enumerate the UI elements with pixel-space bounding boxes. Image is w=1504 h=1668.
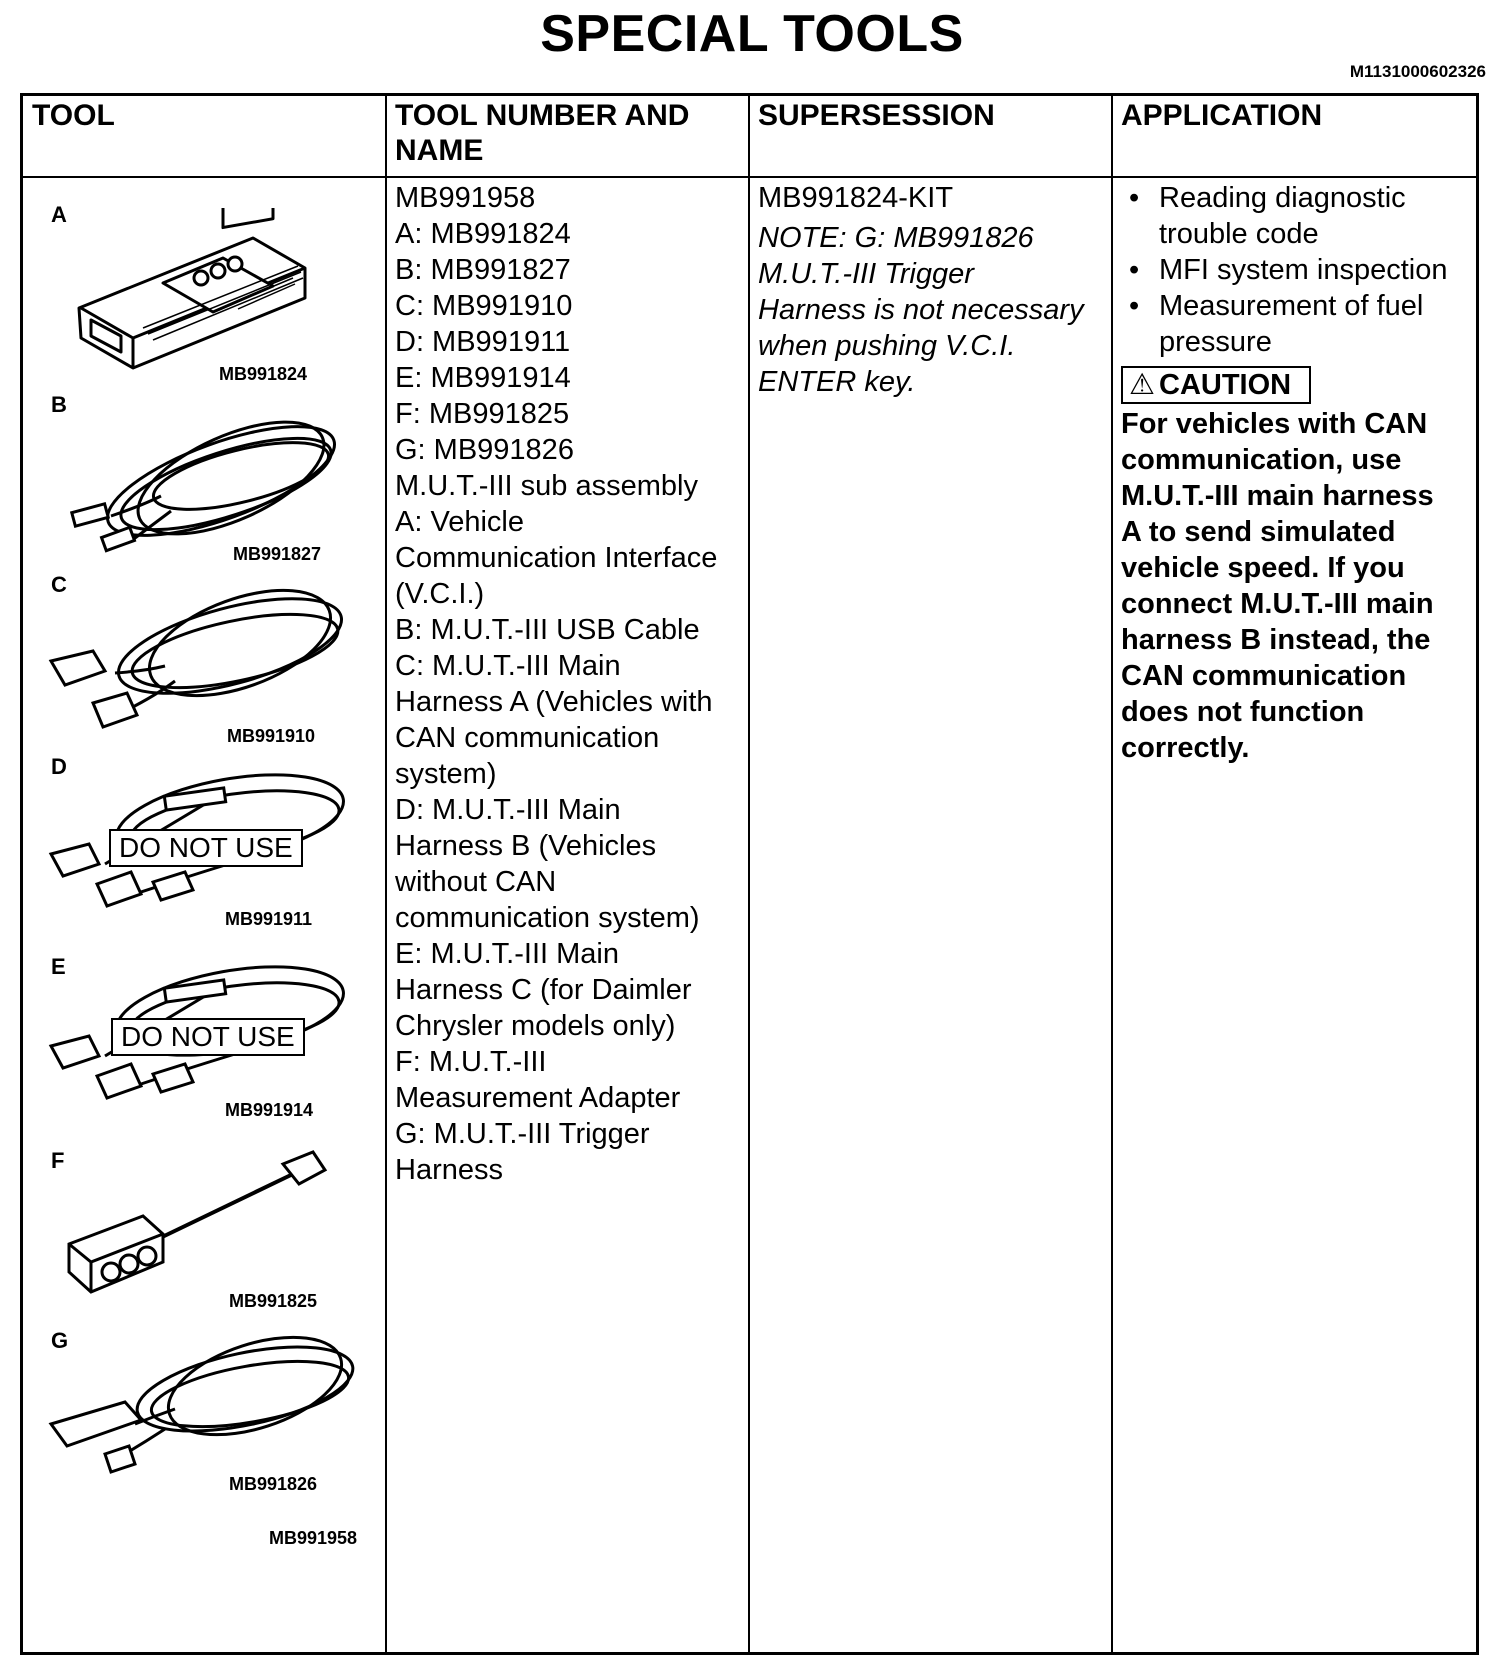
tool-number-line: without CAN (395, 866, 557, 898)
supersession-kit: MB991824-KIT (758, 182, 954, 214)
main-harness-a-icon (45, 581, 355, 741)
tool-part-number: MB991824 (219, 364, 308, 384)
tool-part-number: MB991914 (225, 1100, 314, 1120)
caution-line: does not function (1121, 696, 1365, 728)
tool-number-line: Harness C (for Daimler (395, 974, 692, 1006)
tool-number-line: MB991958 (395, 182, 536, 214)
header-supersession: SUPERSESSION (758, 99, 995, 132)
tool-number-line: E: MB991914 (395, 362, 571, 394)
do-not-use-stamp: DO NOT USE (111, 1018, 305, 1056)
application-item (1121, 252, 1476, 288)
tool-number-line: Harness B (Vehicles (395, 830, 657, 862)
header-tool-number-line: TOOL NUMBER AND (395, 99, 690, 132)
tool-number-line: Harness (395, 1154, 503, 1186)
caution-label (1121, 366, 1311, 404)
caution-line: vehicle speed. If you (1121, 552, 1405, 584)
tool-part-number: MB991911 (225, 909, 313, 929)
tool-letter: B (51, 392, 67, 417)
caution-label-text: CAUTION (1159, 369, 1292, 401)
tool-letter: E (51, 954, 66, 979)
special-tools-table (20, 93, 1479, 1655)
tool-letter: C (51, 572, 67, 597)
application-item-line: • Reading diagnostic (1159, 182, 1406, 214)
tool-number-line: CAN communication (395, 722, 660, 754)
header-tool-number (395, 98, 725, 168)
tool-number-line: Communication Interface (395, 542, 718, 574)
page-title: SPECIAL TOOLS (540, 5, 964, 63)
tool-number-line: system) (395, 758, 497, 790)
trigger-harness-icon (45, 1334, 365, 1484)
caution-line: CAN communication (1121, 660, 1407, 692)
caution-line: For vehicles with CAN (1121, 408, 1428, 440)
tool-letter: D (51, 754, 67, 779)
tool-number-line: D: M.U.T.-III Main (395, 794, 621, 826)
tool-part-number: MB991825 (229, 1291, 318, 1311)
supersession-note-line: M.U.T.-III Trigger (758, 258, 974, 290)
tool-number-line: B: MB991827 (395, 254, 571, 286)
tool-number-line: Measurement Adapter (395, 1082, 681, 1114)
column-divider (748, 96, 750, 1652)
tool-number-line: G: M.U.T.-III Trigger (395, 1118, 650, 1150)
document-id: M1131000602326 (1349, 62, 1486, 81)
kit-part-number: MB991958 (269, 1528, 358, 1548)
caution-line: M.U.T.-III main harness (1121, 480, 1434, 512)
column-divider (385, 96, 387, 1652)
caution-line: correctly. (1121, 732, 1250, 764)
application-cell (1121, 180, 1476, 766)
tool-number-line: Harness A (Vehicles with (395, 686, 713, 718)
warning-triangle-icon: ⚠ (1129, 369, 1155, 401)
supersession-note-line: ENTER key. (758, 366, 916, 398)
tool-number-line: E: M.U.T.-III Main (395, 938, 619, 970)
supersession-note (758, 220, 1103, 400)
application-item-line: • MFI system inspection (1159, 254, 1448, 286)
tool-number-line: M.U.T.-III sub assembly (395, 470, 698, 502)
measurement-adapter-icon (63, 1144, 353, 1304)
tool-number-line: A: MB991824 (395, 218, 571, 250)
tool-part-number: MB991826 (229, 1474, 318, 1494)
tool-number-line: D: MB991911 (395, 326, 571, 358)
tool-number-line: G: MB991826 (395, 434, 574, 466)
tool-number-line: F: MB991825 (395, 398, 570, 430)
caution-line: communication, use (1121, 444, 1402, 476)
tool-letter: A (51, 202, 67, 227)
supersession-note-line: when pushing V.C.I. (758, 330, 1016, 362)
tool-part-number: MB991910 (227, 726, 316, 746)
supersession-cell (758, 180, 1103, 400)
tool-letter: F (51, 1148, 65, 1173)
tool-number-line: A: Vehicle (395, 506, 524, 538)
application-item (1121, 288, 1476, 360)
caution-line: A to send simulated (1121, 516, 1396, 548)
supersession-note-line: Harness is not necessary (758, 294, 1084, 326)
tool-letter: G (51, 1328, 69, 1353)
header-application: APPLICATION (1121, 99, 1323, 132)
tool-number-line: Chrysler models only) (395, 1010, 676, 1042)
tool-part-number: MB991827 (233, 544, 322, 564)
application-item (1121, 180, 1476, 252)
tool-number-cell (395, 180, 740, 1188)
vci-device-icon (73, 208, 313, 378)
tool-number-line: B: M.U.T.-III USB Cable (395, 614, 700, 646)
caution-line: connect M.U.T.-III main (1121, 588, 1434, 620)
caution-line: harness B instead, the (1121, 624, 1431, 656)
supersession-note-line: NOTE: G: MB991826 (758, 222, 1034, 254)
application-item-line: pressure (1159, 326, 1272, 358)
tool-number-line: communication system) (395, 902, 700, 934)
application-list (1121, 180, 1476, 360)
header-tool-number-line: NAME (395, 134, 484, 167)
application-item-line: • Measurement of fuel (1159, 290, 1424, 322)
application-item-line: trouble code (1159, 218, 1319, 250)
tool-number-line: C: MB991910 (395, 290, 573, 322)
tool-number-line: F: M.U.T.-III (395, 1046, 547, 1078)
do-not-use-stamp: DO NOT USE (109, 829, 303, 867)
column-divider (1111, 96, 1113, 1652)
header-tool: TOOL (32, 99, 115, 132)
usb-cable-icon (51, 396, 351, 556)
tool-number-line: C: M.U.T.-III Main (395, 650, 621, 682)
tool-number-line: (V.C.I.) (395, 578, 485, 610)
caution-text (1121, 406, 1476, 766)
